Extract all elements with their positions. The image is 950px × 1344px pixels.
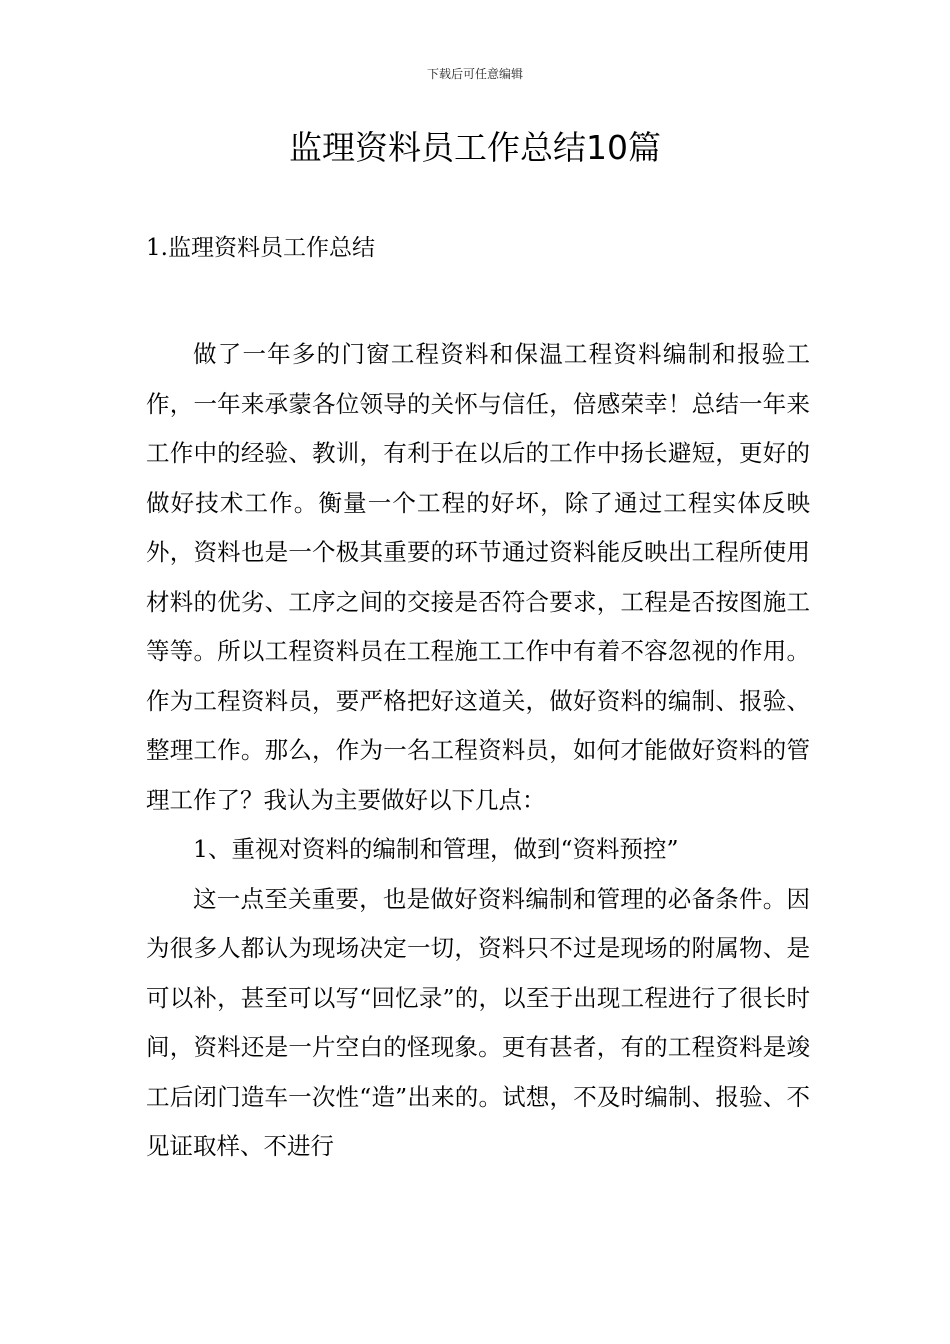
paragraph-point-heading: 1、重视对资料的编制和管理，做到“资料预控” [193,835,679,863]
document-title: 监理资料员工作总结10篇 [289,128,661,167]
paragraph: 做了一年多的门窗工程资料和保温工程资料编制和报验工作，一年来承蒙各位领导的关怀与信任，倍感荣幸！总结一年来工作中的经验、教训，有利于在以后的工作中扬长避短，更好的做好技术工作。衡量一个工程的好坏，除了通过工程实体反映外，资料也是一个极其重要的环节通过资料能反映出工程所使用材料的优劣、工序之间的交接是否符合要求，工程是否按图施工等等。所以工程资料员在工程施工工作中有着不容忽视的作用。作为工程资料员，要严格把好这道关，做好资料的编制、报验、整理工作。那么，作为一名工程资料员，如何才能做好资料的管理工作了？我认为主要做好以下几点： [146,340,810,814]
header-note: 下载后可任意编辑 [426,67,523,81]
section-heading: 1.监理资料员工作总结 [146,235,375,261]
paragraph: 这一点至关重要，也是做好资料编制和管理的必备条件。因为很多人都认为现场决定一切，资料只不过是现场的附属物、是可以补，甚至可以写“回忆录”的，以至于出现工程进行了很长时间，资料还是一片空白的怪现象。更有甚者，有的工程资料是竣工后闭门造车一次性“造”出来的。试想，不及时编制、报验、不见证取样、不进行 [146,884,810,1160]
body-text [146,330,810,1172]
